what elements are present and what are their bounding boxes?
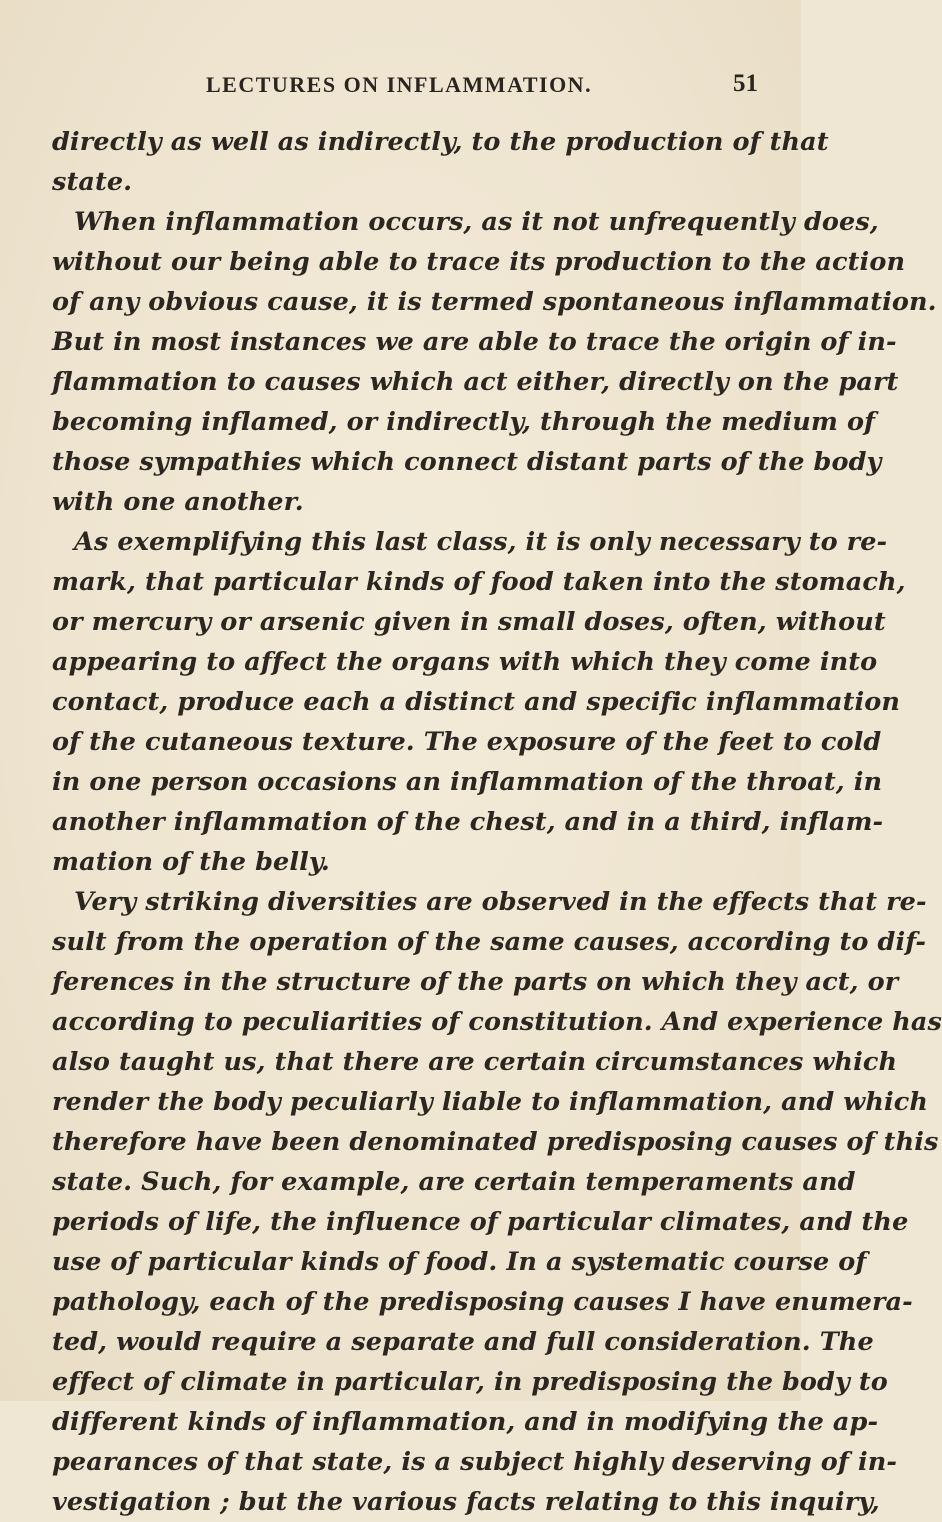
text-line: another inflammation of the chest, and in a third, inflam- [52,807,884,837]
text-line: But in most instances we are able to trace the origin of in- [52,327,897,357]
text-line: becoming inflamed, or indirectly, through the medium of [52,407,876,437]
text-line: flammation to causes which act either, directly on the part [52,367,899,397]
text-line: appearing to affect the organs with which they come into [52,647,878,677]
text-line: periods of life, the influence of particular climates, and the [52,1207,909,1237]
text-line: vestigation ; but the various facts relating to this inquiry, [52,1487,880,1517]
text-line: pearances of that state, is a subject highly deserving of in- [52,1447,898,1477]
text-line: therefore have been denominated predisposing causes of this [52,1127,939,1157]
text-line: When inflammation occurs, as it not unfrequently does, [74,207,879,237]
text-line: ted, would require a separate and full consideration. The [52,1327,874,1357]
text-line: effect of climate in particular, in predisposing the body to [52,1367,888,1397]
text-line: those sympathies which connect distant parts of the body [52,447,882,477]
text-line: As exemplifying this last class, it is only necessary to re- [74,527,888,557]
text-line: Very striking diversities are observed in the effects that re- [74,887,927,917]
text-line: render the body peculiarly liable to inflammation, and which [52,1087,929,1117]
text-line: mark, that particular kinds of food taken into the stomach, [52,567,906,597]
text-line: with one another. [52,487,304,517]
text-line: sult from the operation of the same causes, according to dif- [52,927,927,957]
body-text [52,122,942,1522]
text-line: pathology, each of the predisposing causes I have enumera- [52,1287,913,1317]
text-line: different kinds of inflammation, and in modifying the ap- [52,1407,879,1437]
text-line: use of particular kinds of food. In a systematic course of [52,1247,867,1277]
text-line: state. Such, for example, are certain temperaments and [52,1167,856,1197]
text-line: in one person occasions an inflammation of the throat, in [52,767,883,797]
running-title: LECTURES ON INFLAMMATION. [206,72,593,97]
text-line: of any obvious cause, it is termed spontaneous inflammation. [52,287,937,317]
text-line: ferences in the structure of the parts on which they act, or [52,967,899,997]
text-line: without our being able to trace its production to the action [52,247,906,277]
text-line: or mercury or arsenic given in small doses, often, without [52,607,886,637]
text-line: state. [52,167,133,197]
page-number: 51 [733,70,758,97]
running-head [0,72,801,102]
text-line: also taught us, that there are certain circumstances which [52,1047,898,1077]
text-line: of the cutaneous texture. The exposure of the feet to cold [52,727,882,757]
text-line: directly as well as indirectly, to the production of that [52,127,829,157]
text-line: mation of the belly. [52,847,330,877]
text-line: according to peculiarities of constitution. And experience has [52,1007,942,1037]
text-line: contact, produce each a distinct and specific inflammation [52,687,901,717]
